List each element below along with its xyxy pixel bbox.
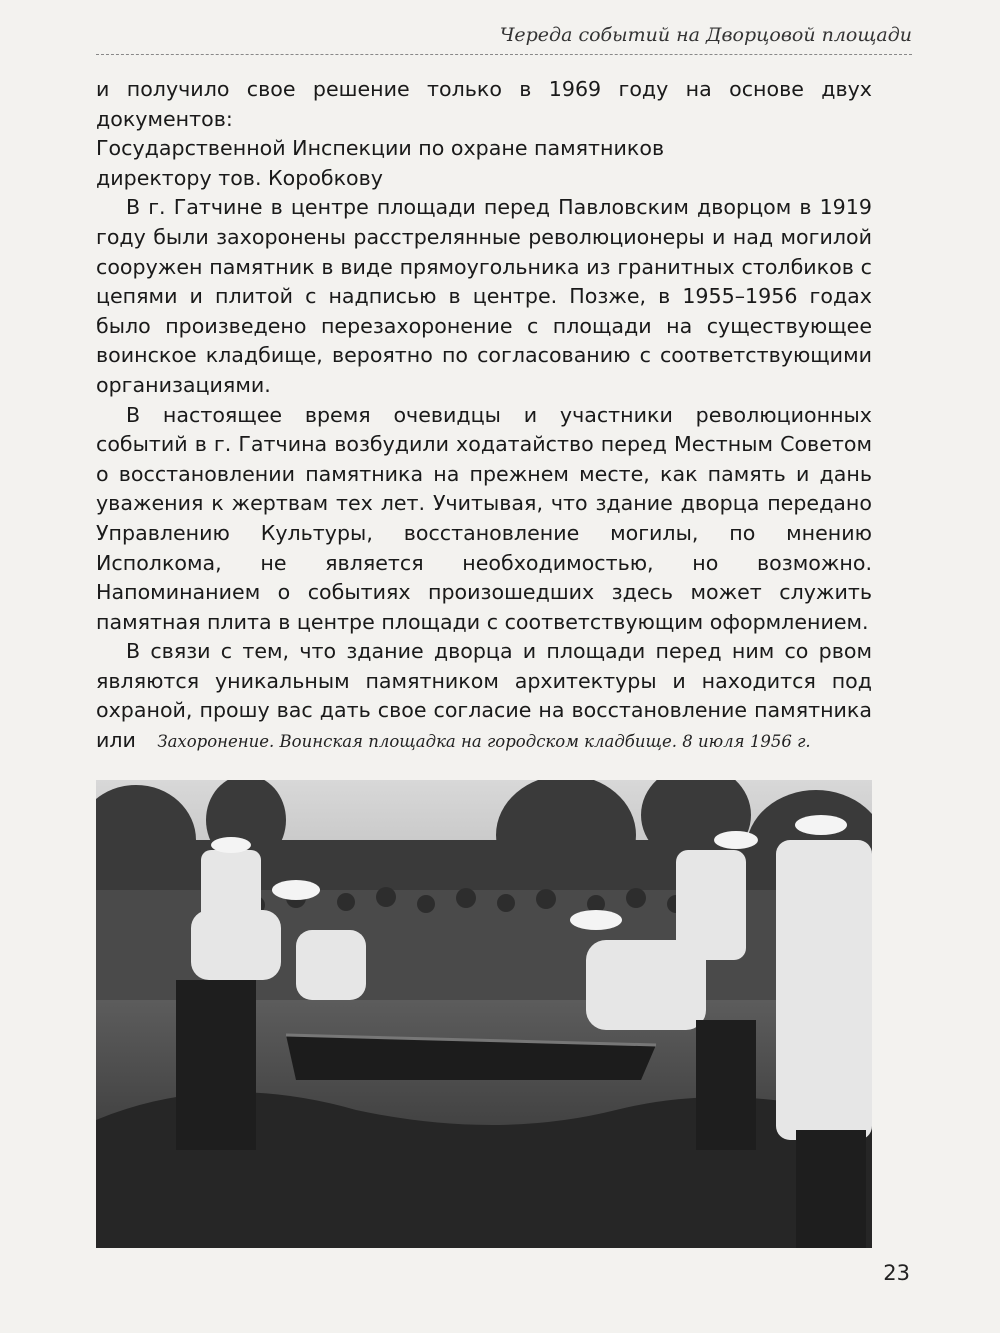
burial-photo	[96, 780, 872, 1248]
address-line-1: Государственной Инспекции по охране памятников	[96, 136, 665, 161]
intro-paragraph: и получило свое решение только в 1969 году на основе двух документов:	[96, 77, 872, 131]
paragraph-2: В настоящее время очевидцы и участники революционных событий в г. Гатчина возбудили ходатайство перед Местным Советом о восстановлении памятника на прежнем месте, как память и дань уважения к жертвам тех лет. Учитывая, что здание дворца передано Управлению Культуры, восстановление могилы, по мнению Исполкома, не является необходимостью, но возможно. Напоминанием о событиях произошедших здесь может служить памятная плита в центре площади с соответствующим оформлением.	[96, 402, 872, 634]
figure-caption: Захоронение. Воинская площадка на городском кладбище. 8 июля 1956 г.	[157, 732, 811, 751]
paragraph-1: В г. Гатчине в центре площади перед Павловским дворцом в 1919 году были захоронены расстрелянные революционеры и над могилой сооружен памятник в виде прямоугольника из гранитных столбиков с цепями и плитой с надписью в центре. Позже, в 1955–1956 годах было произведено перезахоронение с площади на существующее воинское кладбище, вероятно по согласованию с соответствующими организациями.	[96, 195, 872, 397]
running-head-title: Череда событий на Дворцовой площади	[499, 24, 912, 46]
running-head	[96, 24, 912, 55]
paragraph-3: В связи с тем, что здание дворца и площади перед ним со рвом являются уникальным памятником архитектуры и находится под охраной, прошу вас дать свое согласие на восстановление памятника или	[96, 639, 872, 753]
body-text	[96, 75, 872, 756]
address-line-2: директору тов. Коробкову	[96, 165, 383, 190]
burial-photo-image	[96, 780, 872, 1248]
page-number: 23	[883, 1261, 910, 1285]
